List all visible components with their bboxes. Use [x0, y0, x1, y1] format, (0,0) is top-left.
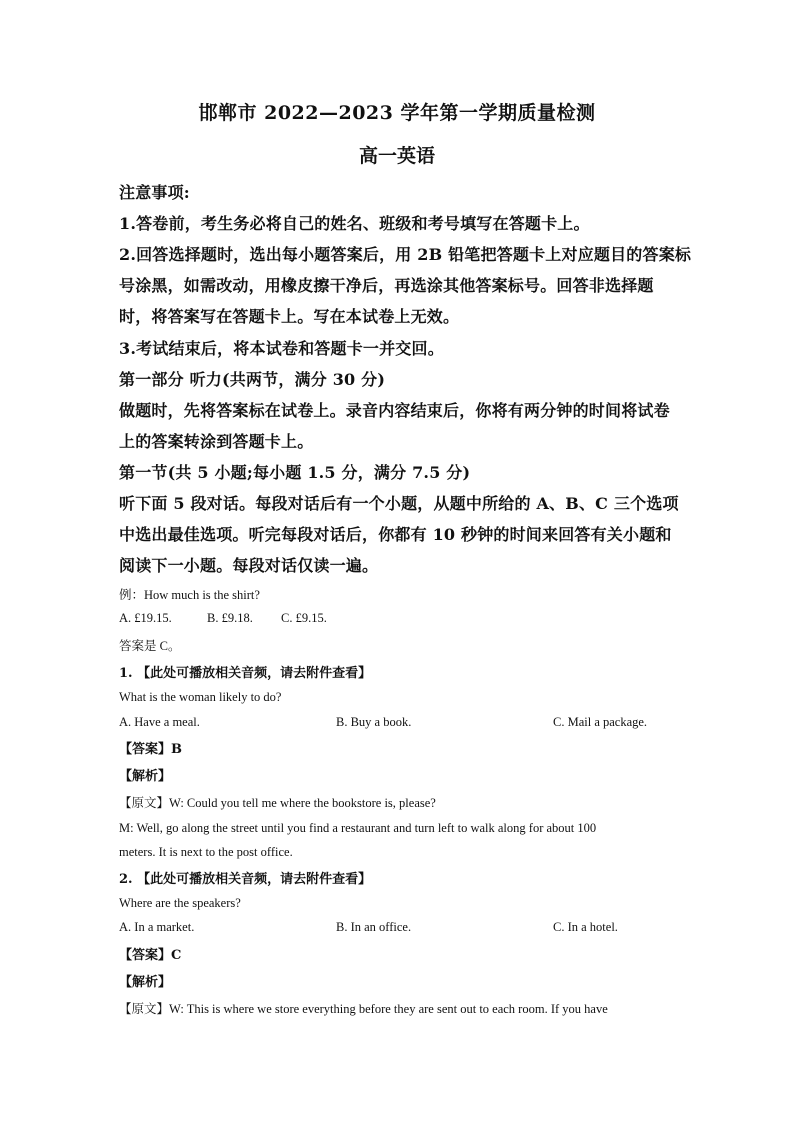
q1-option-b: B. Buy a book. [336, 715, 412, 729]
q2-analysis: 【解析】 [119, 975, 172, 990]
q1-question: What is the woman likely to do? [119, 690, 282, 704]
note-2-line-1: 2.回答选择题时，选出每小题答案后，用 2B 铅笔把答题卡上对应题目的答案标 [119, 245, 692, 264]
note-3: 3.考试结束后，将本试卷和答题卡一并交回。 [119, 339, 444, 358]
q1-transcript-line-2: M: Well, go along the street until you find a restaurant and turn left to walk along for about 100 [119, 821, 597, 835]
q1-transcript-line-3: meters. It is next to the post office. [119, 845, 293, 859]
example-option-a: A. £19.15. [119, 611, 172, 625]
q1-transcript-line-1: 【原文】W: Could you tell me where the bookstore is, please? [119, 796, 436, 810]
q1-option-c: C. Mail a package. [553, 715, 648, 729]
page-title: 邯郸市 2022—2023 学年第一学期质量检测 [198, 102, 596, 124]
part1-intro-line-1: 做题时，先将答案标在试卷上。录音内容结束后，你将有两分钟的时间将试卷 [119, 401, 670, 420]
note-1: 1.答卷前，考生务必将自己的姓名、班级和考号填写在答题卡上。 [119, 214, 590, 233]
note-2-line-3: 时，将答案写在答题卡上。写在本试卷上无效。 [119, 307, 460, 326]
q2-audio-label: 2. 【此处可播放相关音频，请去附件查看】 [119, 872, 372, 887]
q1-option-a: A. Have a meal. [119, 715, 200, 729]
q1-answer: 【答案】B [119, 742, 182, 757]
example-options [119, 611, 679, 629]
section1-instruction-line-3: 阅读下一小题。每段对话仅读一遍。 [119, 556, 379, 575]
example-answer: 答案是 C。 [119, 639, 181, 653]
q2-option-b: B. In an office. [336, 920, 412, 934]
example-option-c: C. £9.15. [281, 611, 327, 625]
q1-options [119, 715, 679, 733]
q2-question: Where are the speakers? [119, 896, 241, 910]
section1-heading: 第一节(共 5 小题;每小题 1.5 分，满分 7.5 分) [119, 463, 471, 482]
q2-options [119, 920, 679, 938]
page-subtitle: 高一英语 [358, 145, 435, 167]
q1-audio-label: 1. 【此处可播放相关音频，请去附件查看】 [119, 666, 372, 681]
section1-instruction-line-1: 听下面 5 段对话。每段对话后有一个小题，从题中所给的 A、B、C 三个选项 [119, 494, 679, 513]
example-option-b: B. £9.18. [207, 611, 253, 625]
q2-option-a: A. In a market. [119, 920, 195, 934]
note-2-line-2: 号涂黑，如需改动，用橡皮擦干净后，再选涂其他答案标号。回答非选择题 [119, 276, 654, 295]
notes-heading: 注意事项: [119, 183, 190, 202]
q1-analysis: 【解析】 [119, 769, 172, 784]
part1-intro-line-2: 上的答案转涂到答题卡上。 [119, 432, 314, 451]
q2-transcript-line-1: 【原文】W: This is where we store everything before they are sent out to each room. If you have [119, 1002, 608, 1016]
example-question: 例：How much is the shirt? [119, 588, 260, 602]
section1-instruction-line-2: 中选出最佳选项。听完每段对话后，你都有 10 秒钟的时间来回答有关小题和 [119, 525, 672, 544]
q2-option-c: C. In a hotel. [553, 920, 618, 934]
q2-answer: 【答案】C [119, 948, 182, 963]
part1-heading: 第一部分 听力(共两节，满分 30 分) [119, 370, 386, 389]
